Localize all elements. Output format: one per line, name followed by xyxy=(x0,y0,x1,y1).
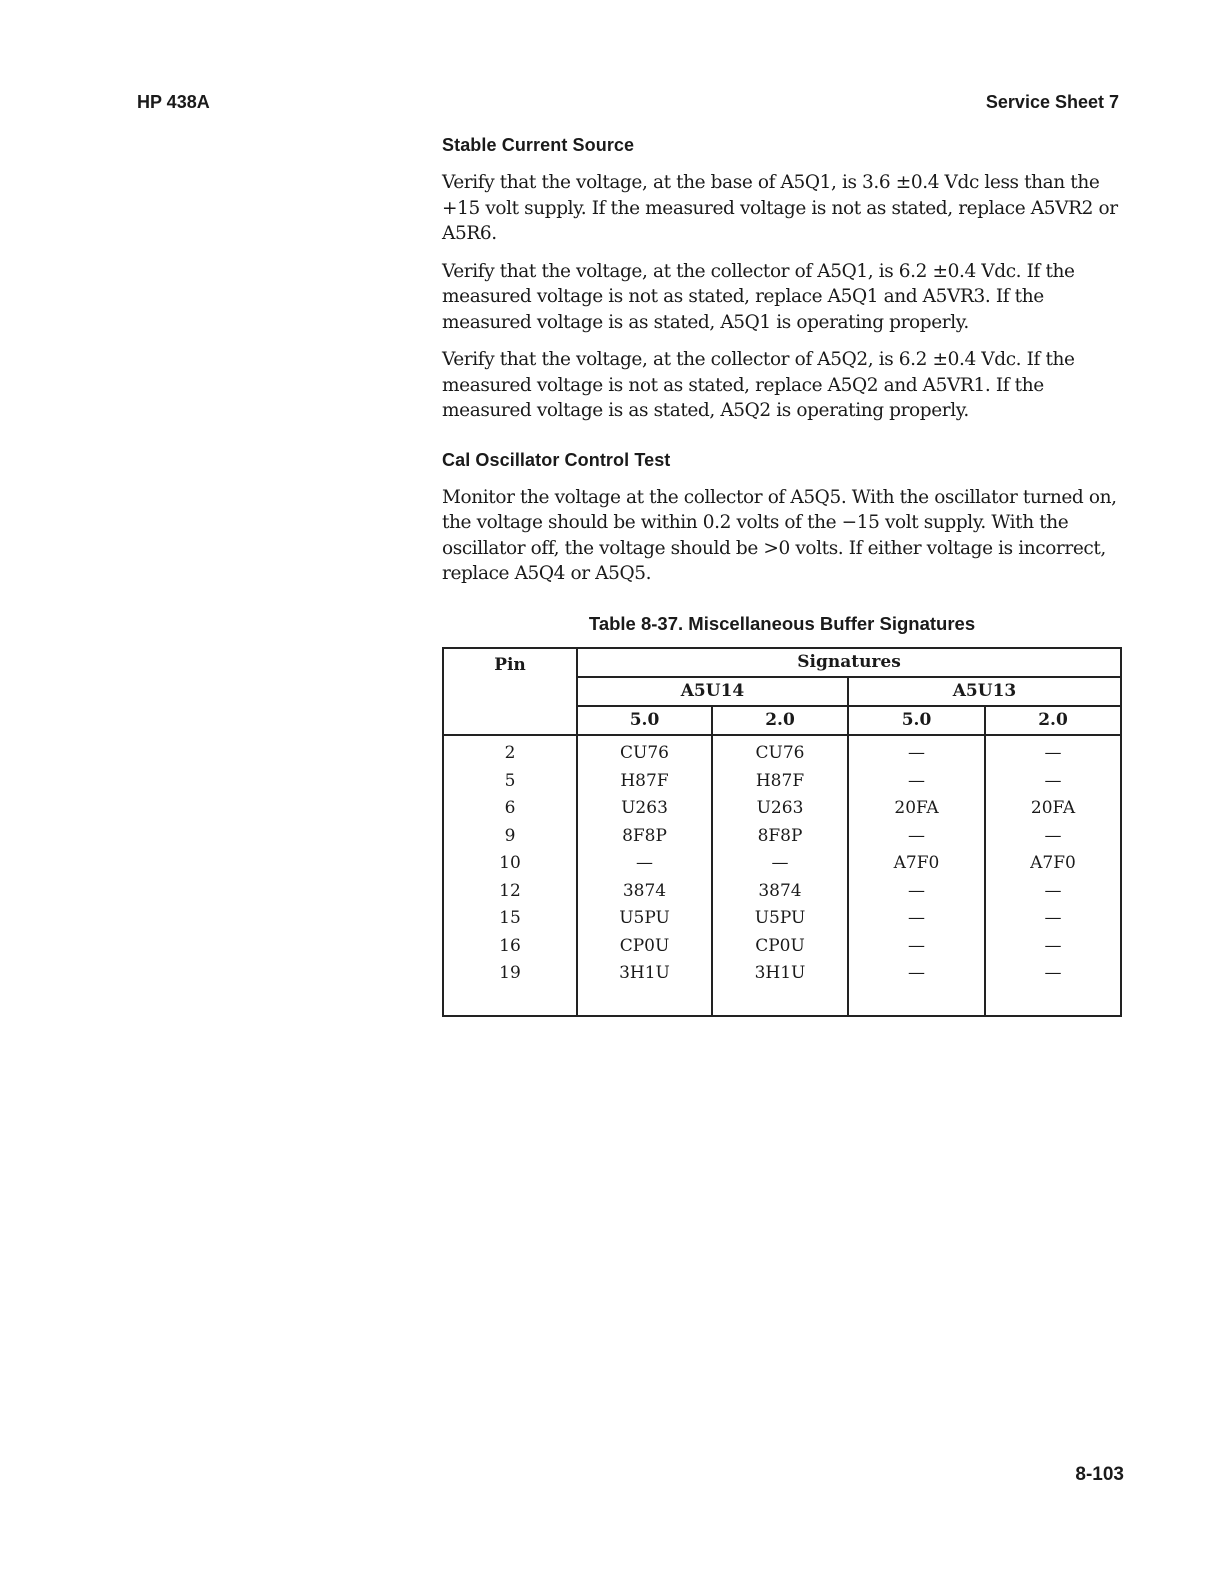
pin-cell: 15 xyxy=(443,905,577,933)
paragraph: Monitor the voltage at the collector of A5Q5. With the oscillator turned on, the voltage should be within 0.2 volts of the −15 volt supply. With the oscillator off, the voltage should be >0 volts. If either voltage is incorrect, replace A5Q4 or A5Q5. xyxy=(442,486,1117,584)
signature-cell: U263 xyxy=(712,795,848,823)
signature-cell: — xyxy=(985,822,1121,850)
pin-header: Pin xyxy=(443,648,577,735)
table-bottom-spacer xyxy=(443,987,1121,1016)
signature-cell: U5PU xyxy=(712,905,848,933)
page-number: 8-103 xyxy=(1075,1464,1124,1485)
signature-cell: — xyxy=(985,932,1121,960)
signature-cell: 8F8P xyxy=(577,822,712,850)
signature-cell: CP0U xyxy=(712,932,848,960)
pin-cell: 12 xyxy=(443,877,577,905)
table-row xyxy=(443,960,1121,988)
signature-cell: — xyxy=(848,877,985,905)
signature-cell: H87F xyxy=(712,767,848,795)
signature-cell: A7F0 xyxy=(985,850,1121,878)
signature-cell: 3874 xyxy=(712,877,848,905)
section-title-cal-oscillator: Cal Oscillator Control Test xyxy=(442,449,671,470)
signature-cell: — xyxy=(848,960,985,988)
subheader: 5.0 xyxy=(577,706,712,735)
signature-cell: U263 xyxy=(577,795,712,823)
group-header-a5u13: A5U13 xyxy=(848,677,1121,706)
table-row xyxy=(443,767,1121,795)
signature-cell: 3H1U xyxy=(712,960,848,988)
header-sheet: Service Sheet 7 xyxy=(985,92,1119,112)
subheader: 2.0 xyxy=(985,706,1121,735)
table-row xyxy=(443,905,1121,933)
signature-cell: — xyxy=(848,822,985,850)
signature-cell: — xyxy=(985,735,1121,768)
signature-cell: 3874 xyxy=(577,877,712,905)
table-row xyxy=(443,932,1121,960)
pin-cell: 9 xyxy=(443,822,577,850)
page-content xyxy=(442,135,1122,1017)
pin-cell: 10 xyxy=(443,850,577,878)
signature-cell: A7F0 xyxy=(848,850,985,878)
pin-cell: 5 xyxy=(443,767,577,795)
paragraph: Verify that the voltage, at the collector of A5Q2, is 6.2 ±0.4 Vdc. If the measured voltage is not as stated, replace A5Q2 and A5VR1. If the measured voltage is as stated, A5Q2 is operating properly. xyxy=(442,349,1075,421)
signature-cell: — xyxy=(985,905,1121,933)
signature-cell: 3H1U xyxy=(577,960,712,988)
signature-cell: CU76 xyxy=(712,735,848,768)
group-header-a5u14: A5U14 xyxy=(577,677,848,706)
subheader: 2.0 xyxy=(712,706,848,735)
signature-cell: — xyxy=(985,767,1121,795)
signatures-table-body xyxy=(443,735,1121,1017)
signature-cell: — xyxy=(848,932,985,960)
section-title-stable-current-source: Stable Current Source xyxy=(442,135,635,155)
signature-cell: CP0U xyxy=(577,932,712,960)
signature-cell: — xyxy=(577,850,712,878)
signature-cell: 20FA xyxy=(985,795,1121,823)
pin-cell: 6 xyxy=(443,795,577,823)
table-row xyxy=(443,795,1121,823)
signature-cell: 20FA xyxy=(848,795,985,823)
paragraph: Verify that the voltage, at the collector of A5Q1, is 6.2 ±0.4 Vdc. If the measured voltage is not as stated, replace A5Q1 and A5VR3. If the measured voltage is as stated, A5Q1 is operating properly. xyxy=(442,260,1075,333)
signature-cell: CU76 xyxy=(577,735,712,768)
subheader: 5.0 xyxy=(848,706,985,735)
header-model: HP 438A xyxy=(137,92,210,112)
signature-cell: U5PU xyxy=(577,905,712,933)
signatures-header: Signatures xyxy=(577,648,1121,677)
signature-cell: — xyxy=(848,735,985,768)
table-title: Table 8-37. Miscellaneous Buffer Signatures xyxy=(588,612,976,634)
pin-cell: 16 xyxy=(443,932,577,960)
paragraph: Verify that the voltage, at the base of A5Q1, is 3.6 ±0.4 Vdc less than the +15 volt supply. If the measured voltage is not as stated, replace A5VR2 or A5R6. xyxy=(442,172,1118,244)
signature-cell: — xyxy=(712,850,848,878)
table-row xyxy=(443,822,1121,850)
signatures-table xyxy=(442,647,1122,1018)
table-row xyxy=(443,877,1121,905)
signature-cell: — xyxy=(985,877,1121,905)
signature-cell: — xyxy=(848,905,985,933)
signature-cell: — xyxy=(985,960,1121,988)
signature-cell: 8F8P xyxy=(712,822,848,850)
pin-cell: 19 xyxy=(443,960,577,988)
signature-cell: H87F xyxy=(577,767,712,795)
table-row xyxy=(443,850,1121,878)
signature-cell: — xyxy=(848,767,985,795)
pin-cell: 2 xyxy=(443,735,577,768)
table-row xyxy=(443,735,1121,768)
